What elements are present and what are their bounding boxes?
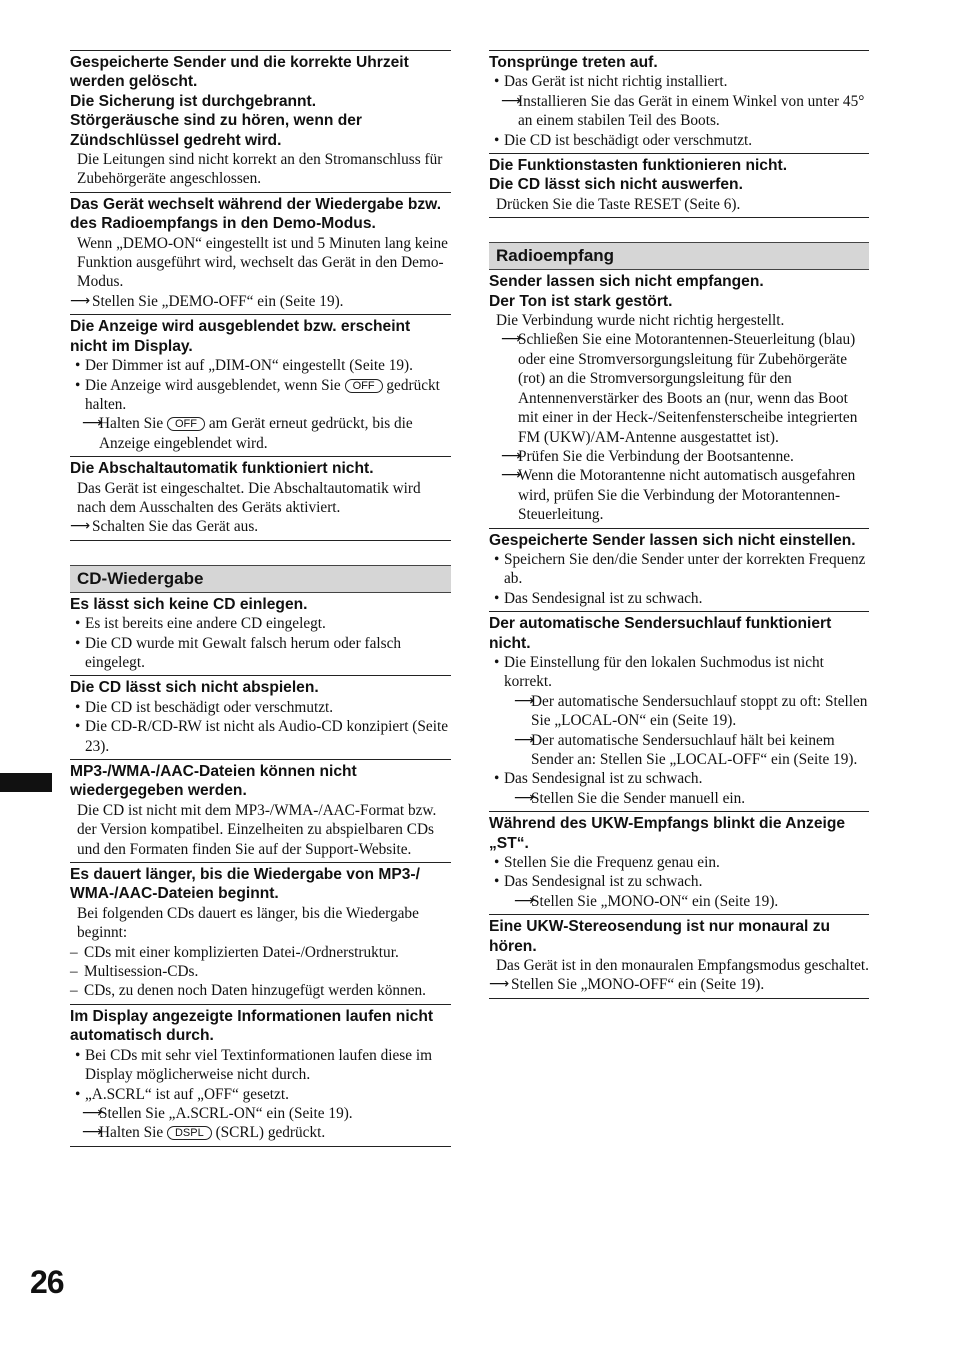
troubleshoot-entry (70, 593, 451, 676)
dash-item: – Multisession-CDs. (70, 962, 451, 981)
section-heading-radio: Radioempfang (489, 242, 869, 270)
problem-title: Die Sicherung ist durchgebrannt. (70, 92, 317, 110)
troubleshoot-entry (70, 1004, 451, 1147)
dash-item: – CDs mit einer komplizierten Datei-/Ordnerstruktur. (70, 943, 451, 962)
solution-text: Das Gerät ist in den monauralen Empfangsmodus geschaltet. (496, 957, 869, 975)
remedy-arrow-item: ⟶ Stellen Sie „MONO-ON“ ein (Seite 19). (489, 892, 869, 911)
troubleshoot-entry (70, 759, 451, 862)
bullet-item: • „A.SCRL“ ist auf „OFF“ gesetzt. (70, 1085, 451, 1104)
remedy-arrow-item: ⟶ Schalten Sie das Gerät aus. (70, 517, 451, 536)
remedy-text: Halten Sie (99, 415, 164, 433)
remedy-arrow-item: ⟶ Stellen Sie die Sender manuell ein. (489, 789, 869, 808)
troubleshoot-entry (489, 50, 869, 153)
problem-title: Während des UKW-Empfangs blinkt die Anzeige „ST“. (489, 815, 846, 852)
bullet-item: • Das Sendesignal ist zu schwach. (489, 872, 869, 891)
troubleshoot-entry (70, 862, 451, 1004)
bullet-item: • Das Sendesignal ist zu schwach. (489, 769, 869, 788)
left-column (70, 50, 451, 1147)
solution-text: Drücken Sie die Taste RESET (Seite 6). (496, 195, 741, 213)
problem-title: Die CD lässt sich nicht auswerfen. (489, 176, 743, 194)
bullet-item: • Die CD ist beschädigt oder verschmutzt. (70, 698, 451, 717)
bullet-item: • Die CD wurde mit Gewalt falsch herum oder falsch eingelegt. (70, 634, 451, 673)
dspl-key-icon: DSPL (167, 1126, 212, 1140)
solution-text: Die Leitungen sind nicht korrekt an den Stromanschluss für Zubehörgeräte angeschlossen. (77, 151, 443, 188)
remedy-arrow-item (70, 414, 451, 453)
troubleshoot-entry (489, 914, 869, 999)
problem-title: Der automatische Sendersuchlauf funktioniert nicht. (489, 615, 832, 652)
remedy-arrow-item: ⟶ Wenn die Motorantenne nicht automatisch ausgefahren wird, prüfen Sie die Verbindung der Motorantennen-Steuerleitung. (489, 466, 869, 524)
problem-title: Es lässt sich keine CD einlegen. (70, 595, 308, 613)
bullet-item: • Bei CDs mit sehr viel Textinformationen laufen diese im Display möglicherweise nicht durch. (70, 1046, 451, 1085)
troubleshoot-entry (70, 675, 451, 759)
bullet-item: • Die CD-R/CD-RW ist nicht als Audio-CD konzipiert (Seite 23). (70, 717, 451, 756)
troubleshoot-entry (489, 270, 869, 527)
dash-item: – CDs, zu denen noch Daten hinzugefügt werden können. (70, 981, 451, 1000)
problem-title: Tonsprünge treten auf. (489, 54, 658, 71)
problem-title: Der Ton ist stark gestört. (489, 292, 673, 310)
remedy-arrow-item: ⟶ Schließen Sie eine Motorantennen-Steuerleitung (blau) oder eine Stromversorgungsleitung für Zubehörgeräte (rot) an die Stromversorgungsleitung für den Antennenverstärker des Boots an (nur, wenn das Boot mit einer in der Heck-/Seitenfensterscheibe integrierten FM (UKW)/AM-Antenne ausgestattet ist). (489, 330, 869, 446)
page-number: 26 (30, 1264, 64, 1300)
remedy-arrow-item: ⟶ Prüfen Sie die Verbindung der Bootsantenne. (489, 447, 869, 466)
off-key-icon: OFF (345, 379, 383, 393)
problem-title: Die Abschaltautomatik funktioniert nicht. (70, 460, 374, 478)
bullet-item: • Speichern Sie den/die Sender unter der korrekten Frequenz ab. (489, 550, 869, 589)
solution-text: Die Verbindung wurde nicht richtig hergestellt. (496, 312, 785, 330)
troubleshoot-entry (70, 314, 451, 456)
troubleshoot-entry (489, 528, 869, 612)
off-key-icon: OFF (167, 417, 205, 431)
troubleshoot-entry (70, 50, 451, 192)
problem-title: Sender lassen sich nicht empfangen. (489, 273, 764, 291)
solution-text: Bei folgenden CDs dauert es länger, bis die Wiedergabe beginnt: (77, 904, 419, 942)
bullet-item: • Das Sendesignal ist zu schwach. (489, 589, 869, 608)
bullet-text: Die Anzeige wird ausgeblendet, wenn Sie (85, 376, 341, 394)
bullet-item: • Es ist bereits eine andere CD eingelegt. (70, 614, 451, 633)
bullet-item: • Der Dimmer ist auf „DIM-ON“ eingestellt (Seite 19). (70, 356, 451, 375)
problem-title: Es dauert länger, bis die Wiedergabe von MP3-/ WMA-/AAC-Dateien beginnt. (70, 866, 420, 903)
problem-title: Eine UKW-Stereosendung ist nur monaural zu hören. (489, 918, 831, 955)
remedy-arrow-item (70, 1123, 451, 1142)
troubleshoot-entry (489, 611, 869, 811)
remedy-arrow-item: ⟶ Stellen Sie „DEMO-OFF“ ein (Seite 19). (70, 292, 451, 311)
chapter-tab-marker (0, 773, 52, 792)
remedy-arrow-item: ⟶ Stellen Sie „MONO-OFF“ ein (Seite 19). (489, 975, 869, 994)
remedy-arrow-item: ⟶ Der automatische Sendersuchlauf hält bei keinem Sender an: Stellen Sie „LOCAL-OFF“ ein (Seite 19). (489, 731, 869, 770)
problem-title: Störgeräusche sind zu hören, wenn der Zündschlüssel gedreht wird. (70, 112, 363, 149)
problem-title: Gespeicherte Sender und die korrekte Uhrzeit werden gelöscht. (70, 54, 409, 91)
troubleshoot-entry (70, 192, 451, 314)
bullet-item: • Das Gerät ist nicht richtig installiert. (489, 72, 869, 91)
problem-title: Im Display angezeigte Informationen laufen nicht automatisch durch. (70, 1007, 434, 1045)
bullet-text: gedrückt halten. (85, 376, 440, 413)
remedy-text: (SCRL) gedrückt. (215, 1124, 326, 1142)
troubleshoot-entry (489, 153, 869, 218)
section-heading-cd: CD-Wiedergabe (70, 565, 451, 593)
bullet-item (70, 376, 451, 415)
remedy-arrow-item: ⟶ Stellen Sie „A.SCRL-ON“ ein (Seite 19). (70, 1104, 451, 1123)
bullet-item: • Die Einstellung für den lokalen Suchmodus ist nicht korrekt. (489, 653, 869, 692)
problem-title: Das Gerät wechselt während der Wiedergabe bzw. des Radioempfangs in den Demo-Modus. (70, 195, 442, 233)
solution-text: Wenn „DEMO-ON“ eingestellt ist und 5 Minuten lang keine Funktion ausgeführt wird, wechselt das Gerät in den Demo-Modus. (77, 234, 448, 291)
troubleshoot-entry (489, 811, 869, 914)
troubleshoot-entry (70, 456, 451, 541)
problem-title: Die Funktionstasten funktionieren nicht. (489, 157, 788, 175)
right-column (489, 50, 869, 999)
bullet-item: • Die CD ist beschädigt oder verschmutzt. (489, 131, 869, 150)
problem-title: Die CD lässt sich nicht abspielen. (70, 679, 319, 697)
remedy-arrow-item: ⟶ Installieren Sie das Gerät in einem Winkel von unter 45° an einem stabilen Teil des Boots. (489, 92, 869, 131)
solution-text: Die CD ist nicht mit dem MP3-/WMA-/AAC-Format bzw. der Version kompatibel. Einzelheiten zu abspielbaren CDs und den Formaten finden Sie auf der Support-Website. (77, 801, 437, 858)
problem-title: MP3-/WMA-/AAC-Dateien können nicht wiedergegeben werden. (70, 763, 357, 800)
solution-text: Das Gerät ist eingeschaltet. Die Abschaltautomatik wird nach dem Ausschalten des Geräts aktiviert. (77, 479, 421, 516)
bullet-item: • Stellen Sie die Frequenz genau ein. (489, 853, 869, 872)
remedy-text: am Gerät erneut gedrückt, bis die Anzeige eingeblendet wird. (99, 415, 413, 452)
remedy-text: Halten Sie (99, 1124, 164, 1142)
problem-title: Die Anzeige wird ausgeblendet bzw. erscheint nicht im Display. (70, 318, 411, 355)
remedy-arrow-item: ⟶ Der automatische Sendersuchlauf stoppt zu oft: Stellen Sie „LOCAL-ON“ ein (Seite 19). (489, 692, 869, 731)
problem-title: Gespeicherte Sender lassen sich nicht einstellen. (489, 531, 856, 549)
